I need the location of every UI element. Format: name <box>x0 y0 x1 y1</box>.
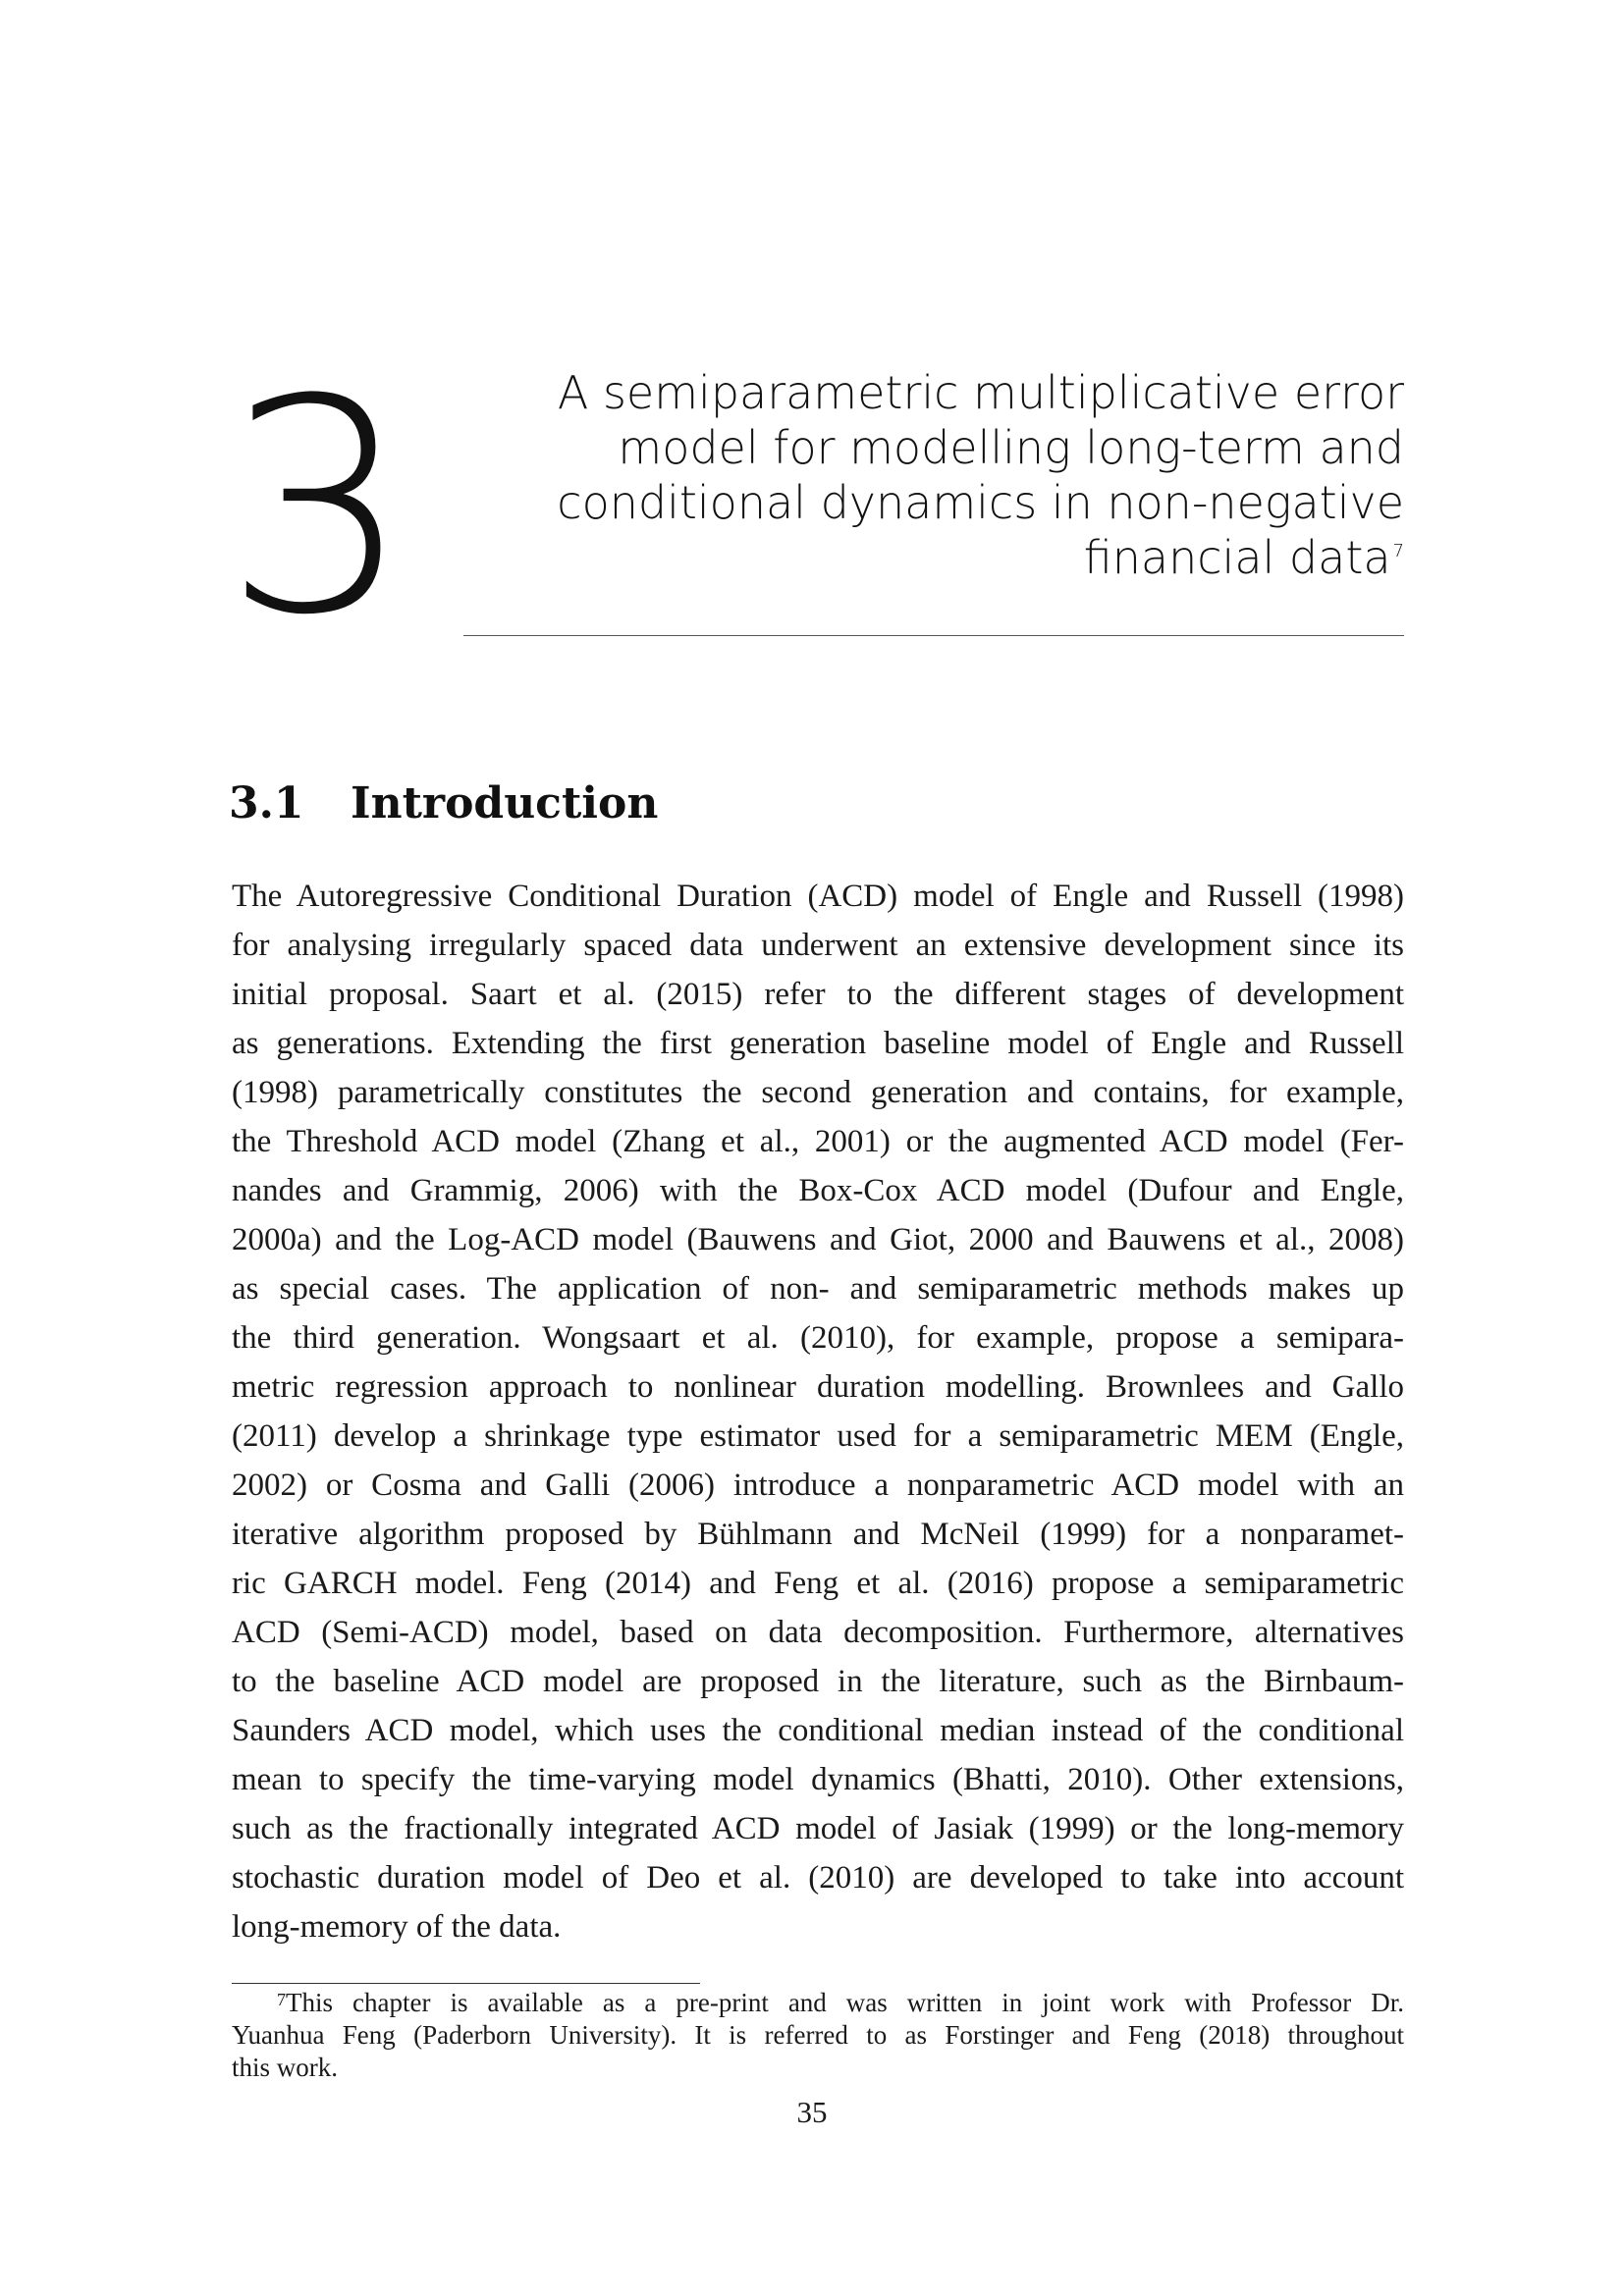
chapter-number: 3 <box>224 337 407 679</box>
body-line: mean to specify the time-varying model dynamics (Bhatti, 2010). Other extensions, <box>232 1762 1404 1797</box>
body-line: such as the fractionally integrated ACD model of Jasiak (1999) or the long-memory <box>232 1811 1404 1846</box>
chapter-title-line: A semiparametric multiplicative error <box>557 366 1404 419</box>
chapter-title-rule <box>463 635 1404 636</box>
footnote <box>232 1987 1404 2084</box>
body-line: 2002) or Cosma and Galli (2006) introduce a nonparametric ACD model with an <box>232 1468 1404 1503</box>
body-line: (2011) develop a shrinkage type estimator used for a semiparametric MEM (Engle, <box>232 1418 1404 1454</box>
footnote-number: 7 <box>277 1990 286 2009</box>
body-line: as generations. Extending the first generation baseline model of Engle and Russell <box>232 1026 1404 1061</box>
section-title: Introduction <box>351 778 659 828</box>
body-line: the third generation. Wongsaart et al. (2010), for example, propose a semipara- <box>232 1320 1404 1356</box>
body-line: ACD (Semi-ACD) model, based on data decomposition. Furthermore, alternatives <box>232 1615 1404 1650</box>
body-line: for analysing irregularly spaced data underwent an extensive development since its <box>232 928 1404 963</box>
body-line: initial proposal. Saart et al. (2015) refer to the different stages of development <box>232 977 1404 1012</box>
body-line: nandes and Grammig, 2006) with the Box-Cox ACD model (Dufour and Engle, <box>232 1173 1404 1208</box>
chapter-title-line: model for modelling long-term and <box>618 421 1404 474</box>
body-paragraph <box>232 872 1404 1951</box>
body-line: to the baseline ACD model are proposed in the literature, such as the Birnbaum- <box>232 1664 1404 1699</box>
footnote-rule <box>232 1983 700 1984</box>
body-line: The Autoregressive Conditional Duration (ACD) model of Engle and Russell (1998) <box>232 879 1404 914</box>
body-line: the Threshold ACD model (Zhang et al., 2001) or the augmented ACD model (Fer- <box>232 1124 1404 1159</box>
chapter-title-line <box>520 530 1404 585</box>
footnote-line: Yuanhua Feng (Paderborn University). It is referred to as Forstinger and Feng (2018) throughout <box>232 2020 1404 2050</box>
body-line: (1998) parametrically constitutes the second generation and contains, for example, <box>232 1075 1404 1110</box>
chapter-title <box>520 365 1404 585</box>
chapter-title-last-line: financial data <box>1083 531 1391 584</box>
body-line: stochastic duration model of Deo et al. (2010) are developed to take into account <box>232 1860 1404 1896</box>
body-line: as special cases. The application of non- and semiparametric methods makes up <box>232 1271 1404 1307</box>
body-line: Saunders ACD model, which uses the conditional median instead of the conditional <box>232 1713 1404 1748</box>
section-heading <box>229 776 658 831</box>
body-line: 2000a) and the Log-ACD model (Bauwens and Giot, 2000 and Bauwens et al., 2008) <box>232 1222 1404 1257</box>
body-line: ric GARCH model. Feng (2014) and Feng et al. (2016) propose a semiparametric <box>232 1566 1404 1601</box>
page-number: 35 <box>796 2095 828 2129</box>
chapter-title-line: conditional dynamics in non-negative <box>557 476 1404 529</box>
body-line: metric regression approach to nonlinear duration modelling. Brownlees and Gallo <box>232 1369 1404 1405</box>
footnote-marker: 7 <box>1392 541 1404 561</box>
section-number: 3.1 <box>229 778 304 828</box>
body-line: iterative algorithm proposed by Bühlmann and McNeil (1999) for a nonparamet- <box>232 1517 1404 1552</box>
footnote-text: This chapter is available as a pre-print and was written in joint work with Professor Dr. <box>286 1988 1404 2017</box>
footnote-line: this work. <box>232 2053 338 2082</box>
body-line: long-memory of the data. <box>232 1909 562 1945</box>
footnote-line <box>232 1987 1404 2019</box>
